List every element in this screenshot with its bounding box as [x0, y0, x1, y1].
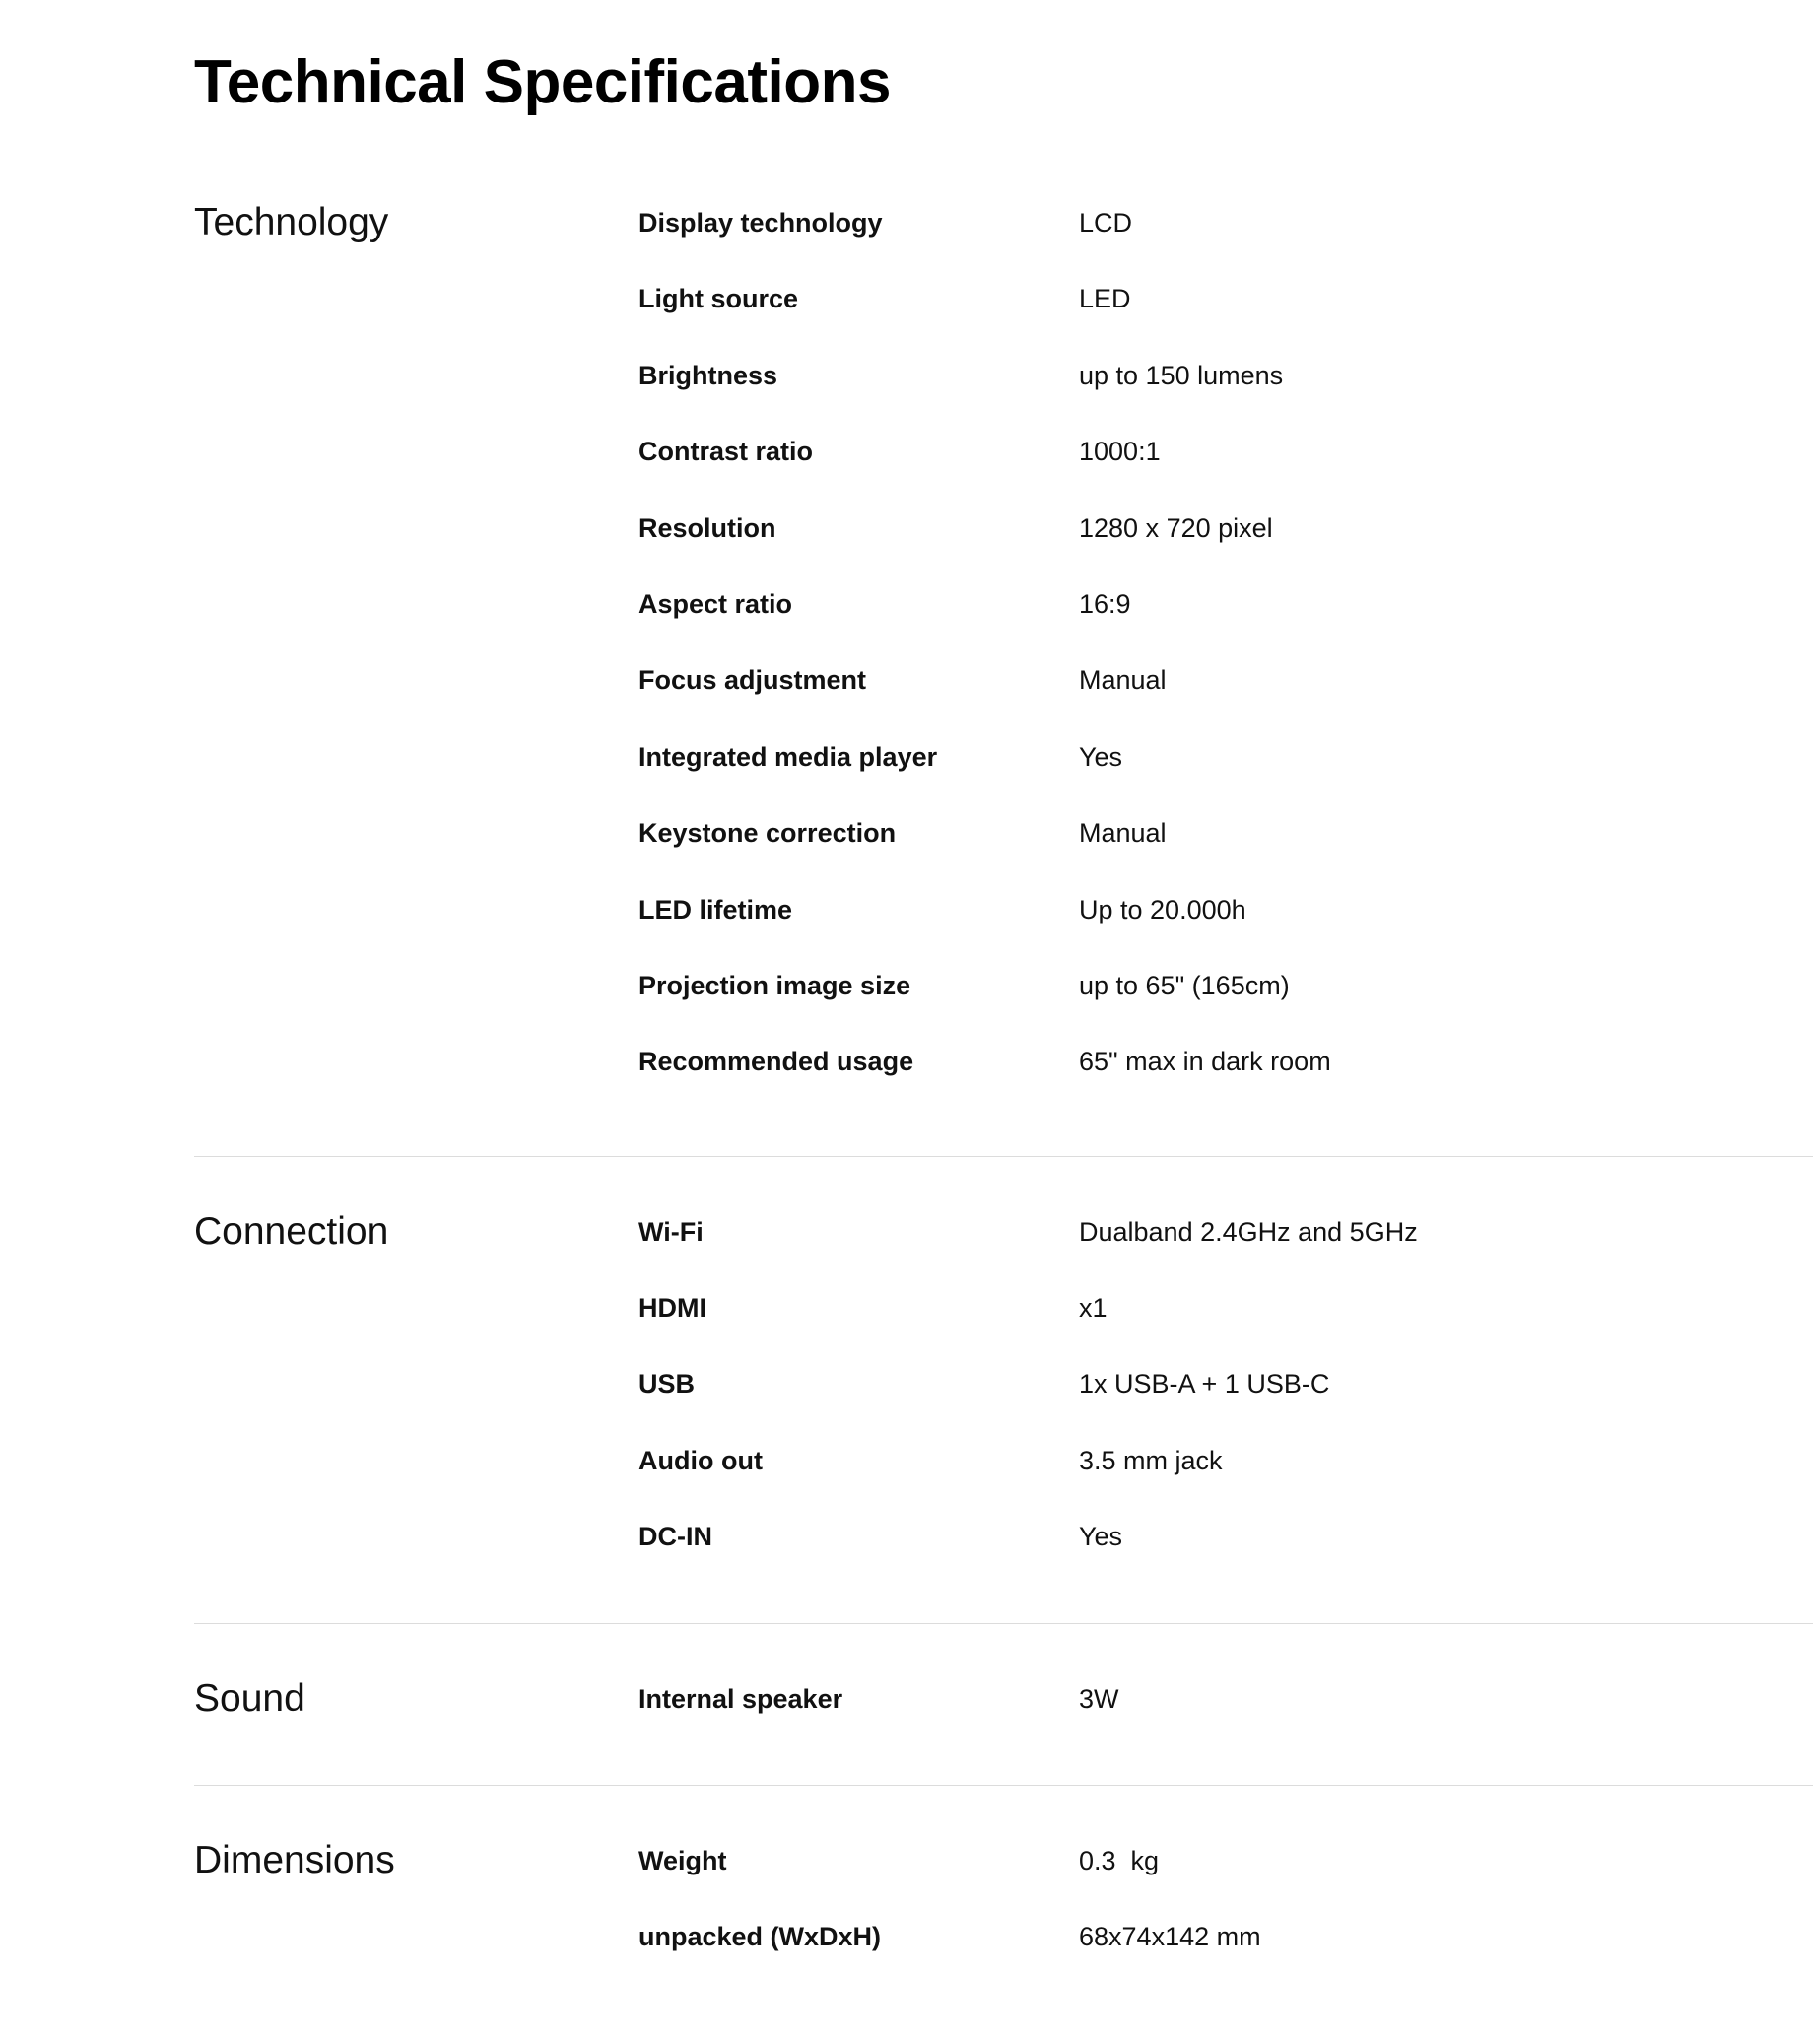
spec-value: Dualband 2.4GHz and 5GHz: [1079, 1216, 1418, 1247]
spec-value: 3.5 mm jack: [1079, 1445, 1223, 1475]
spec-rows: [638, 1202, 1813, 1584]
spec-label: Integrated media player: [638, 741, 938, 772]
spec-value: 1280 x 720 pixel: [1079, 512, 1273, 543]
spec-row: [638, 880, 1813, 956]
section-title: Technology: [194, 201, 389, 243]
spec-value: 68x74x142 mm: [1079, 1922, 1261, 1952]
spec-sections: [194, 185, 1813, 2004]
spec-row: [638, 1507, 1813, 1583]
spec-value: Up to 20.000h: [1079, 894, 1246, 924]
spec-row: [638, 1278, 1813, 1354]
section-title: Dimensions: [194, 1839, 395, 1882]
spec-row: [638, 422, 1813, 498]
spec-row: [638, 956, 1813, 1032]
spec-label: Projection image size: [638, 970, 911, 1000]
spec-value: Yes: [1079, 741, 1123, 772]
spec-value: 16:9: [1079, 588, 1131, 619]
spec-row: [638, 650, 1813, 726]
spec-rows: [638, 193, 1813, 1109]
spec-row: [638, 346, 1813, 422]
section-title: Connection: [194, 1209, 389, 1253]
spec-row: [638, 1831, 1813, 1907]
spec-section-sound: [194, 1624, 1813, 1786]
spec-section-technology: [194, 185, 1813, 1157]
spec-value: x1: [1079, 1293, 1108, 1324]
spec-row: [638, 1907, 1813, 1983]
spec-value: 3W: [1079, 1683, 1119, 1714]
spec-row: [638, 1669, 1813, 1745]
spec-value: Manual: [1079, 818, 1167, 849]
spec-label: Wi-Fi: [638, 1216, 704, 1247]
spec-label: Display technology: [638, 208, 883, 238]
spec-section-dimensions: [194, 1786, 1813, 2004]
spec-row: [638, 1032, 1813, 1108]
spec-value: up to 150 lumens: [1079, 360, 1284, 390]
spec-label: USB: [638, 1369, 696, 1399]
spec-label: Focus adjustment: [638, 665, 867, 696]
spec-label: Internal speaker: [638, 1683, 843, 1714]
spec-rows: [638, 1669, 1813, 1745]
spec-value: LCD: [1079, 208, 1133, 238]
spec-value: 1x USB-A + 1 USB-C: [1079, 1369, 1330, 1399]
spec-row: [638, 269, 1813, 345]
spec-label: Aspect ratio: [638, 588, 793, 619]
spec-rows: [638, 1831, 1813, 1984]
spec-label: Weight: [638, 1846, 727, 1876]
spec-label: Keystone correction: [638, 818, 897, 849]
spec-row: [638, 193, 1813, 269]
spec-row: [638, 803, 1813, 879]
spec-row: [638, 727, 1813, 803]
section-title: Sound: [194, 1676, 305, 1720]
spec-label: Recommended usage: [638, 1047, 914, 1077]
spec-row: [638, 1202, 1813, 1278]
spec-row: [638, 1354, 1813, 1430]
spec-label: LED lifetime: [638, 894, 793, 924]
spec-label: Resolution: [638, 512, 776, 543]
spec-row: [638, 499, 1813, 575]
spec-row: [638, 1431, 1813, 1507]
spec-value: Manual: [1079, 665, 1167, 696]
spec-label: Contrast ratio: [638, 437, 814, 467]
spec-label: Audio out: [638, 1445, 763, 1475]
spec-label: HDMI: [638, 1293, 706, 1324]
spec-value: LED: [1079, 284, 1131, 314]
spec-label: unpacked (WxDxH): [638, 1922, 882, 1952]
spec-label: Light source: [638, 284, 799, 314]
spec-label: Brightness: [638, 360, 778, 390]
spec-section-connection: [194, 1157, 1813, 1624]
spec-value: 65" max in dark room: [1079, 1047, 1331, 1077]
spec-row: [638, 575, 1813, 650]
spec-value: Yes: [1079, 1522, 1123, 1552]
spec-value: 1000:1: [1079, 437, 1161, 467]
spec-label: DC-IN: [638, 1522, 712, 1552]
page-title: Technical Specifications: [194, 48, 891, 116]
spec-value: 0.3 kg: [1079, 1846, 1160, 1876]
spec-value: up to 65" (165cm): [1079, 970, 1290, 1000]
